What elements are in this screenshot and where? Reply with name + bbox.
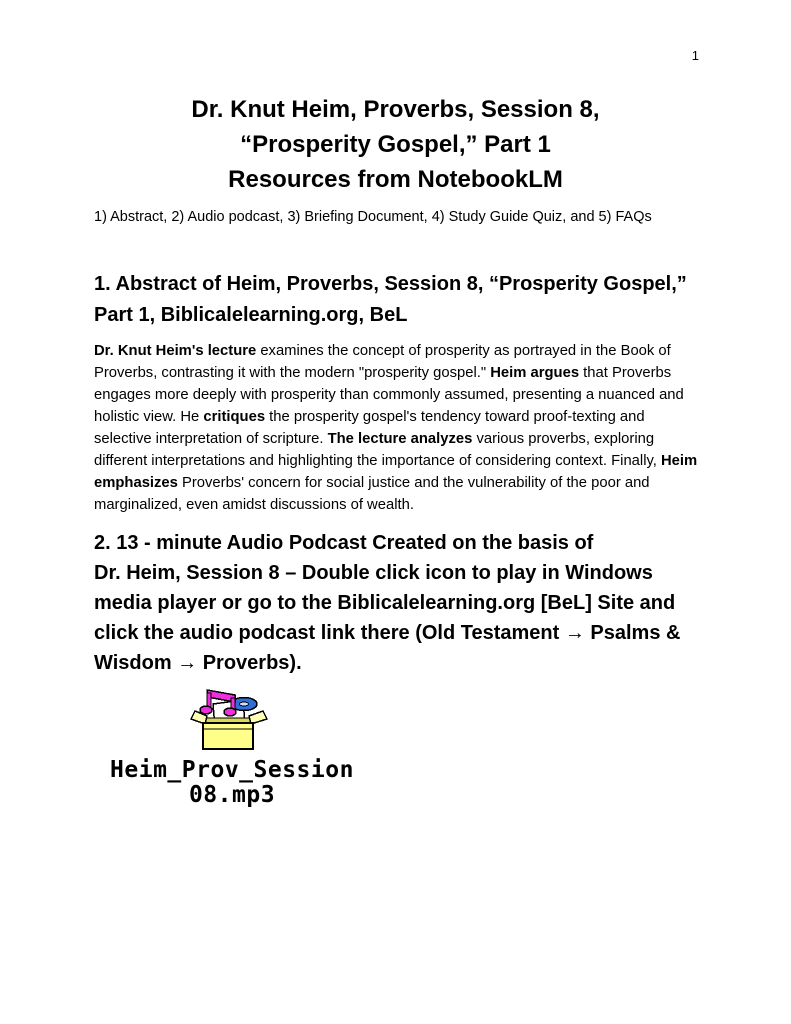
abstract-paragraph	[94, 340, 704, 516]
resource-list-line: 1) Abstract, 2) Audio podcast, 3) Briefing Document, 4) Study Guide Quiz, and 5) FAQs	[94, 209, 652, 225]
section-2-heading-line-4: click the audio podcast link there (Old Testament → Psalms &	[94, 622, 681, 644]
paragraph-segment: Heim argues	[490, 365, 580, 381]
title-line-3: Resources from NotebookLM	[228, 166, 563, 193]
paragraph-segment: Proverbs' concern for social justice and the vulnerability of the poor and marginalized, even amidst discussions of wealth.	[94, 475, 650, 513]
audio-filename-line-1[interactable]: Heim_Prov_Session	[110, 757, 354, 783]
media-clip-icon[interactable]	[189, 688, 275, 754]
document-title	[94, 92, 697, 197]
paragraph-segment: various proverbs, exploring different interpretations and highlighting the importance of considering context. Finally,	[94, 431, 661, 469]
section-1-heading	[94, 269, 697, 331]
section-2-heading-line-3: media player or go to the Biblicalelearning.org [BeL] Site and	[94, 592, 676, 614]
audio-podcast-object[interactable]	[82, 688, 382, 808]
paragraph-segment: the prosperity gospel's tendency toward proof-texting and selective interpretation of scripture.	[94, 409, 645, 447]
section-2-heading	[94, 528, 697, 678]
paragraph-segment: Dr. Knut Heim's lecture	[94, 343, 257, 359]
audio-filename[interactable]	[82, 758, 382, 808]
paragraph-segment: Heim emphasizes	[94, 453, 698, 491]
title-line-2: “Prosperity Gospel,” Part 1	[240, 131, 551, 158]
section-1-heading-line-2: Part 1, Biblicalelearning.org, BeL	[94, 304, 408, 326]
paragraph-segment: critiques	[203, 409, 266, 425]
audio-filename-line-2[interactable]: 08.mp3	[188, 782, 276, 808]
page-number: 1	[691, 48, 699, 63]
section-2-heading-line-5: Wisdom → Proverbs).	[94, 652, 302, 674]
section-2-heading-line-1: 2. 13 - minute Audio Podcast Created on the basis of	[94, 532, 594, 554]
section-2-heading-line-2: Dr. Heim, Session 8 – Double click icon to play in Windows	[94, 562, 653, 584]
paragraph-segment: that Proverbs engages more deeply with prosperity than commonly assumed, presenting a nuanced and holistic view. He	[94, 365, 684, 425]
paragraph-segment: The lecture analyzes	[327, 431, 473, 447]
paragraph-segment: examines the concept of prosperity as portrayed in the Book of Proverbs, contrasting it with the modern "prosperity gospel."	[94, 343, 671, 381]
section-1-heading-line-1: 1. Abstract of Heim, Proverbs, Session 8, “Prosperity Gospel,”	[94, 273, 687, 295]
title-line-1: Dr. Knut Heim, Proverbs, Session 8,	[191, 96, 600, 123]
